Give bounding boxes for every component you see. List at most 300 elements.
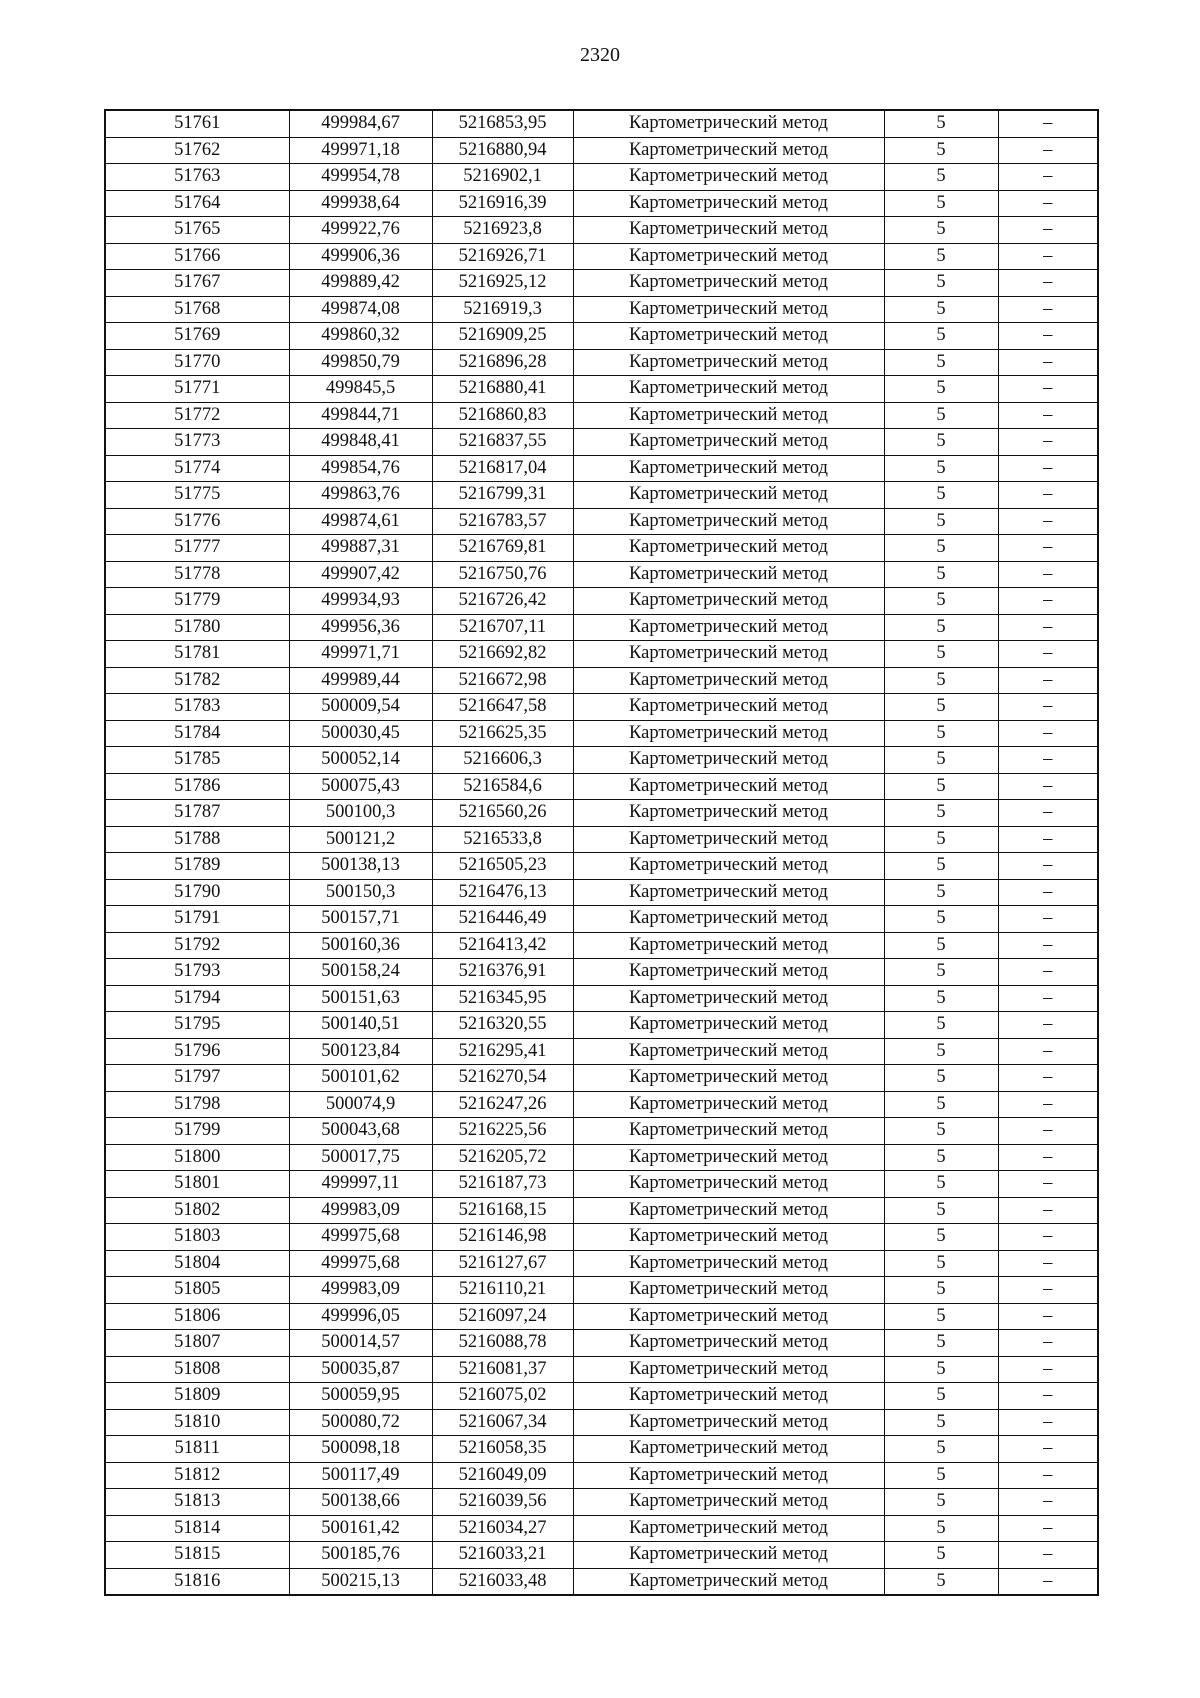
note-cell: –	[998, 959, 1098, 986]
method-cell: Картометрический метод	[573, 906, 884, 933]
accuracy-cell: 5	[884, 455, 998, 482]
accuracy-cell: 5	[884, 482, 998, 509]
note-cell: –	[998, 641, 1098, 668]
method-cell: Картометрический метод	[573, 429, 884, 456]
x-coordinate-cell: 499983,09	[289, 1277, 432, 1304]
point-number-cell: 51814	[105, 1515, 289, 1542]
method-cell: Картометрический метод	[573, 1409, 884, 1436]
method-cell: Картометрический метод	[573, 296, 884, 323]
y-coordinate-cell: 5216034,27	[432, 1515, 573, 1542]
method-cell: Картометрический метод	[573, 164, 884, 191]
table-row	[105, 1515, 1098, 1542]
accuracy-cell: 5	[884, 1012, 998, 1039]
method-cell: Картометрический метод	[573, 1542, 884, 1569]
table-row	[105, 614, 1098, 641]
method-cell: Картометрический метод	[573, 1038, 884, 1065]
method-cell: Картометрический метод	[573, 1277, 884, 1304]
accuracy-cell: 5	[884, 826, 998, 853]
method-cell: Картометрический метод	[573, 1197, 884, 1224]
note-cell: –	[998, 164, 1098, 191]
accuracy-cell: 5	[884, 429, 998, 456]
point-number-cell: 51772	[105, 402, 289, 429]
point-number-cell: 51787	[105, 800, 289, 827]
y-coordinate-cell: 5216817,04	[432, 455, 573, 482]
note-cell: –	[998, 217, 1098, 244]
point-number-cell: 51782	[105, 667, 289, 694]
accuracy-cell: 5	[884, 323, 998, 350]
point-number-cell: 51799	[105, 1118, 289, 1145]
method-cell: Картометрический метод	[573, 1356, 884, 1383]
table-row	[105, 1038, 1098, 1065]
accuracy-cell: 5	[884, 1515, 998, 1542]
x-coordinate-cell: 499971,71	[289, 641, 432, 668]
note-cell: –	[998, 1065, 1098, 1092]
x-coordinate-cell: 500151,63	[289, 985, 432, 1012]
y-coordinate-cell: 5216039,56	[432, 1489, 573, 1516]
method-cell: Картометрический метод	[573, 137, 884, 164]
table-row	[105, 747, 1098, 774]
method-cell: Картометрический метод	[573, 1330, 884, 1357]
x-coordinate-cell: 500185,76	[289, 1542, 432, 1569]
table-row	[105, 1489, 1098, 1516]
x-coordinate-cell: 499983,09	[289, 1197, 432, 1224]
accuracy-cell: 5	[884, 800, 998, 827]
method-cell: Картометрический метод	[573, 932, 884, 959]
table-row	[105, 482, 1098, 509]
y-coordinate-cell: 5216187,73	[432, 1171, 573, 1198]
y-coordinate-cell: 5216853,95	[432, 110, 573, 137]
method-cell: Картометрический метод	[573, 694, 884, 721]
accuracy-cell: 5	[884, 1409, 998, 1436]
note-cell: –	[998, 1118, 1098, 1145]
point-number-cell: 51761	[105, 110, 289, 137]
method-cell: Картометрический метод	[573, 773, 884, 800]
note-cell: –	[998, 561, 1098, 588]
point-number-cell: 51813	[105, 1489, 289, 1516]
note-cell: –	[998, 349, 1098, 376]
accuracy-cell: 5	[884, 773, 998, 800]
accuracy-cell: 5	[884, 243, 998, 270]
method-cell: Картометрический метод	[573, 800, 884, 827]
accuracy-cell: 5	[884, 137, 998, 164]
y-coordinate-cell: 5216909,25	[432, 323, 573, 350]
point-number-cell: 51762	[105, 137, 289, 164]
x-coordinate-cell: 499997,11	[289, 1171, 432, 1198]
x-coordinate-cell: 500117,49	[289, 1462, 432, 1489]
point-number-cell: 51779	[105, 588, 289, 615]
x-coordinate-cell: 500100,3	[289, 800, 432, 827]
point-number-cell: 51778	[105, 561, 289, 588]
point-number-cell: 51764	[105, 190, 289, 217]
accuracy-cell: 5	[884, 614, 998, 641]
point-number-cell: 51773	[105, 429, 289, 456]
accuracy-cell: 5	[884, 1436, 998, 1463]
method-cell: Картометрический метод	[573, 614, 884, 641]
note-cell: –	[998, 535, 1098, 562]
accuracy-cell: 5	[884, 1118, 998, 1145]
table-row	[105, 217, 1098, 244]
table-row	[105, 959, 1098, 986]
table-row	[105, 1303, 1098, 1330]
y-coordinate-cell: 5216606,3	[432, 747, 573, 774]
note-cell: –	[998, 1568, 1098, 1595]
method-cell: Картометрический метод	[573, 985, 884, 1012]
accuracy-cell: 5	[884, 270, 998, 297]
note-cell: –	[998, 137, 1098, 164]
y-coordinate-cell: 5216097,24	[432, 1303, 573, 1330]
method-cell: Картометрический метод	[573, 1436, 884, 1463]
table-row	[105, 1330, 1098, 1357]
x-coordinate-cell: 499934,93	[289, 588, 432, 615]
x-coordinate-cell: 500074,9	[289, 1091, 432, 1118]
table-row	[105, 773, 1098, 800]
point-number-cell: 51801	[105, 1171, 289, 1198]
point-number-cell: 51791	[105, 906, 289, 933]
accuracy-cell: 5	[884, 932, 998, 959]
table-row	[105, 1542, 1098, 1569]
x-coordinate-cell: 500080,72	[289, 1409, 432, 1436]
note-cell: –	[998, 1383, 1098, 1410]
note-cell: –	[998, 1515, 1098, 1542]
table-row	[105, 1568, 1098, 1595]
accuracy-cell: 5	[884, 985, 998, 1012]
y-coordinate-cell: 5216726,42	[432, 588, 573, 615]
table-row	[105, 323, 1098, 350]
accuracy-cell: 5	[884, 376, 998, 403]
y-coordinate-cell: 5216584,6	[432, 773, 573, 800]
note-cell: –	[998, 323, 1098, 350]
table-row	[105, 800, 1098, 827]
point-number-cell: 51797	[105, 1065, 289, 1092]
x-coordinate-cell: 499907,42	[289, 561, 432, 588]
coordinates-table	[104, 109, 1099, 1596]
x-coordinate-cell: 499906,36	[289, 243, 432, 270]
accuracy-cell: 5	[884, 853, 998, 880]
table-row	[105, 1224, 1098, 1251]
method-cell: Картометрический метод	[573, 1118, 884, 1145]
y-coordinate-cell: 5216860,83	[432, 402, 573, 429]
note-cell: –	[998, 906, 1098, 933]
method-cell: Картометрический метод	[573, 853, 884, 880]
table-row	[105, 455, 1098, 482]
point-number-cell: 51768	[105, 296, 289, 323]
point-number-cell: 51781	[105, 641, 289, 668]
method-cell: Картометрический метод	[573, 217, 884, 244]
note-cell: –	[998, 747, 1098, 774]
method-cell: Картометрический метод	[573, 720, 884, 747]
note-cell: –	[998, 296, 1098, 323]
y-coordinate-cell: 5216033,48	[432, 1568, 573, 1595]
x-coordinate-cell: 499844,71	[289, 402, 432, 429]
y-coordinate-cell: 5216647,58	[432, 694, 573, 721]
method-cell: Картометрический метод	[573, 535, 884, 562]
method-cell: Картометрический метод	[573, 879, 884, 906]
note-cell: –	[998, 1091, 1098, 1118]
y-coordinate-cell: 5216320,55	[432, 1012, 573, 1039]
point-number-cell: 51763	[105, 164, 289, 191]
point-number-cell: 51796	[105, 1038, 289, 1065]
point-number-cell: 51792	[105, 932, 289, 959]
y-coordinate-cell: 5216923,8	[432, 217, 573, 244]
point-number-cell: 51815	[105, 1542, 289, 1569]
x-coordinate-cell: 499889,42	[289, 270, 432, 297]
accuracy-cell: 5	[884, 1542, 998, 1569]
note-cell: –	[998, 826, 1098, 853]
method-cell: Картометрический метод	[573, 1568, 884, 1595]
accuracy-cell: 5	[884, 296, 998, 323]
point-number-cell: 51771	[105, 376, 289, 403]
method-cell: Картометрический метод	[573, 588, 884, 615]
note-cell: –	[998, 402, 1098, 429]
method-cell: Картометрический метод	[573, 1462, 884, 1489]
accuracy-cell: 5	[884, 561, 998, 588]
table-row	[105, 270, 1098, 297]
y-coordinate-cell: 5216476,13	[432, 879, 573, 906]
x-coordinate-cell: 500138,66	[289, 1489, 432, 1516]
point-number-cell: 51808	[105, 1356, 289, 1383]
y-coordinate-cell: 5216799,31	[432, 482, 573, 509]
x-coordinate-cell: 500121,2	[289, 826, 432, 853]
point-number-cell: 51774	[105, 455, 289, 482]
table-row	[105, 376, 1098, 403]
accuracy-cell: 5	[884, 1197, 998, 1224]
x-coordinate-cell: 500043,68	[289, 1118, 432, 1145]
method-cell: Картометрический метод	[573, 376, 884, 403]
table-row	[105, 588, 1098, 615]
point-number-cell: 51803	[105, 1224, 289, 1251]
y-coordinate-cell: 5216049,09	[432, 1462, 573, 1489]
y-coordinate-cell: 5216505,23	[432, 853, 573, 880]
method-cell: Картометрический метод	[573, 747, 884, 774]
x-coordinate-cell: 499860,32	[289, 323, 432, 350]
table-row	[105, 561, 1098, 588]
x-coordinate-cell: 500158,24	[289, 959, 432, 986]
table-row	[105, 1409, 1098, 1436]
x-coordinate-cell: 499938,64	[289, 190, 432, 217]
point-number-cell: 51804	[105, 1250, 289, 1277]
accuracy-cell: 5	[884, 1489, 998, 1516]
note-cell: –	[998, 932, 1098, 959]
note-cell: –	[998, 853, 1098, 880]
y-coordinate-cell: 5216560,26	[432, 800, 573, 827]
note-cell: –	[998, 879, 1098, 906]
method-cell: Картометрический метод	[573, 1144, 884, 1171]
accuracy-cell: 5	[884, 1144, 998, 1171]
x-coordinate-cell: 499874,61	[289, 508, 432, 535]
point-number-cell: 51769	[105, 323, 289, 350]
point-number-cell: 51811	[105, 1436, 289, 1463]
accuracy-cell: 5	[884, 906, 998, 933]
table-row	[105, 826, 1098, 853]
page-number: 2320	[580, 44, 620, 66]
x-coordinate-cell: 499850,79	[289, 349, 432, 376]
point-number-cell: 51784	[105, 720, 289, 747]
x-coordinate-cell: 500035,87	[289, 1356, 432, 1383]
point-number-cell: 51790	[105, 879, 289, 906]
x-coordinate-cell: 499984,67	[289, 110, 432, 137]
method-cell: Картометрический метод	[573, 826, 884, 853]
x-coordinate-cell: 499975,68	[289, 1224, 432, 1251]
point-number-cell: 51775	[105, 482, 289, 509]
table-row	[105, 508, 1098, 535]
point-number-cell: 51789	[105, 853, 289, 880]
x-coordinate-cell: 500157,71	[289, 906, 432, 933]
method-cell: Картометрический метод	[573, 482, 884, 509]
y-coordinate-cell: 5216769,81	[432, 535, 573, 562]
method-cell: Картометрический метод	[573, 349, 884, 376]
note-cell: –	[998, 1250, 1098, 1277]
y-coordinate-cell: 5216925,12	[432, 270, 573, 297]
accuracy-cell: 5	[884, 1250, 998, 1277]
point-number-cell: 51806	[105, 1303, 289, 1330]
y-coordinate-cell: 5216916,39	[432, 190, 573, 217]
note-cell: –	[998, 1489, 1098, 1516]
coordinates-table-body	[105, 110, 1098, 1595]
x-coordinate-cell: 499887,31	[289, 535, 432, 562]
y-coordinate-cell: 5216926,71	[432, 243, 573, 270]
table-row	[105, 164, 1098, 191]
note-cell: –	[998, 429, 1098, 456]
note-cell: –	[998, 1303, 1098, 1330]
accuracy-cell: 5	[884, 879, 998, 906]
x-coordinate-cell: 499848,41	[289, 429, 432, 456]
y-coordinate-cell: 5216750,76	[432, 561, 573, 588]
accuracy-cell: 5	[884, 217, 998, 244]
point-number-cell: 51783	[105, 694, 289, 721]
note-cell: –	[998, 1542, 1098, 1569]
x-coordinate-cell: 499954,78	[289, 164, 432, 191]
y-coordinate-cell: 5216345,95	[432, 985, 573, 1012]
point-number-cell: 51807	[105, 1330, 289, 1357]
y-coordinate-cell: 5216376,91	[432, 959, 573, 986]
y-coordinate-cell: 5216295,41	[432, 1038, 573, 1065]
note-cell: –	[998, 1436, 1098, 1463]
note-cell: –	[998, 1277, 1098, 1304]
point-number-cell: 51794	[105, 985, 289, 1012]
x-coordinate-cell: 500215,13	[289, 1568, 432, 1595]
y-coordinate-cell: 5216880,94	[432, 137, 573, 164]
note-cell: –	[998, 270, 1098, 297]
note-cell: –	[998, 376, 1098, 403]
point-number-cell: 51780	[105, 614, 289, 641]
table-row	[105, 985, 1098, 1012]
x-coordinate-cell: 500140,51	[289, 1012, 432, 1039]
table-row	[105, 879, 1098, 906]
note-cell: –	[998, 1197, 1098, 1224]
x-coordinate-cell: 500123,84	[289, 1038, 432, 1065]
note-cell: –	[998, 1171, 1098, 1198]
point-number-cell: 51795	[105, 1012, 289, 1039]
table-row	[105, 1118, 1098, 1145]
point-number-cell: 51812	[105, 1462, 289, 1489]
point-number-cell: 51788	[105, 826, 289, 853]
table-row	[105, 1383, 1098, 1410]
table-row	[105, 1091, 1098, 1118]
note-cell: –	[998, 243, 1098, 270]
y-coordinate-cell: 5216067,34	[432, 1409, 573, 1436]
table-row	[105, 1277, 1098, 1304]
table-row	[105, 110, 1098, 137]
point-number-cell: 51793	[105, 959, 289, 986]
x-coordinate-cell: 499874,08	[289, 296, 432, 323]
table-row	[105, 1171, 1098, 1198]
accuracy-cell: 5	[884, 1091, 998, 1118]
method-cell: Картометрический метод	[573, 243, 884, 270]
table-row	[105, 1065, 1098, 1092]
x-coordinate-cell: 500161,42	[289, 1515, 432, 1542]
y-coordinate-cell: 5216270,54	[432, 1065, 573, 1092]
note-cell: –	[998, 1356, 1098, 1383]
table-row	[105, 932, 1098, 959]
x-coordinate-cell: 499989,44	[289, 667, 432, 694]
y-coordinate-cell: 5216168,15	[432, 1197, 573, 1224]
accuracy-cell: 5	[884, 1171, 998, 1198]
table-row	[105, 190, 1098, 217]
y-coordinate-cell: 5216088,78	[432, 1330, 573, 1357]
method-cell: Картометрический метод	[573, 1091, 884, 1118]
y-coordinate-cell: 5216127,67	[432, 1250, 573, 1277]
x-coordinate-cell: 499854,76	[289, 455, 432, 482]
accuracy-cell: 5	[884, 349, 998, 376]
x-coordinate-cell: 500059,95	[289, 1383, 432, 1410]
note-cell: –	[998, 1038, 1098, 1065]
table-row	[105, 535, 1098, 562]
y-coordinate-cell: 5216707,11	[432, 614, 573, 641]
accuracy-cell: 5	[884, 535, 998, 562]
method-cell: Картометрический метод	[573, 1065, 884, 1092]
y-coordinate-cell: 5216837,55	[432, 429, 573, 456]
x-coordinate-cell: 499975,68	[289, 1250, 432, 1277]
method-cell: Картометрический метод	[573, 323, 884, 350]
x-coordinate-cell: 499863,76	[289, 482, 432, 509]
note-cell: –	[998, 508, 1098, 535]
table-row	[105, 137, 1098, 164]
method-cell: Картометрический метод	[573, 508, 884, 535]
y-coordinate-cell: 5216033,21	[432, 1542, 573, 1569]
x-coordinate-cell: 500101,62	[289, 1065, 432, 1092]
point-number-cell: 51776	[105, 508, 289, 535]
y-coordinate-cell: 5216533,8	[432, 826, 573, 853]
y-coordinate-cell: 5216880,41	[432, 376, 573, 403]
x-coordinate-cell: 499971,18	[289, 137, 432, 164]
y-coordinate-cell: 5216058,35	[432, 1436, 573, 1463]
table-row	[105, 1144, 1098, 1171]
method-cell: Картометрический метод	[573, 959, 884, 986]
y-coordinate-cell: 5216919,3	[432, 296, 573, 323]
y-coordinate-cell: 5216625,35	[432, 720, 573, 747]
y-coordinate-cell: 5216896,28	[432, 349, 573, 376]
accuracy-cell: 5	[884, 667, 998, 694]
accuracy-cell: 5	[884, 1356, 998, 1383]
x-coordinate-cell: 500098,18	[289, 1436, 432, 1463]
x-coordinate-cell: 500014,57	[289, 1330, 432, 1357]
point-number-cell: 51802	[105, 1197, 289, 1224]
accuracy-cell: 5	[884, 588, 998, 615]
accuracy-cell: 5	[884, 110, 998, 137]
x-coordinate-cell: 500075,43	[289, 773, 432, 800]
table-row	[105, 1250, 1098, 1277]
point-number-cell: 51800	[105, 1144, 289, 1171]
method-cell: Картометрический метод	[573, 1383, 884, 1410]
point-number-cell: 51767	[105, 270, 289, 297]
method-cell: Картометрический метод	[573, 1224, 884, 1251]
method-cell: Картометрический метод	[573, 270, 884, 297]
table-row	[105, 853, 1098, 880]
y-coordinate-cell: 5216902,1	[432, 164, 573, 191]
note-cell: –	[998, 1409, 1098, 1436]
x-coordinate-cell: 500160,36	[289, 932, 432, 959]
note-cell: –	[998, 694, 1098, 721]
